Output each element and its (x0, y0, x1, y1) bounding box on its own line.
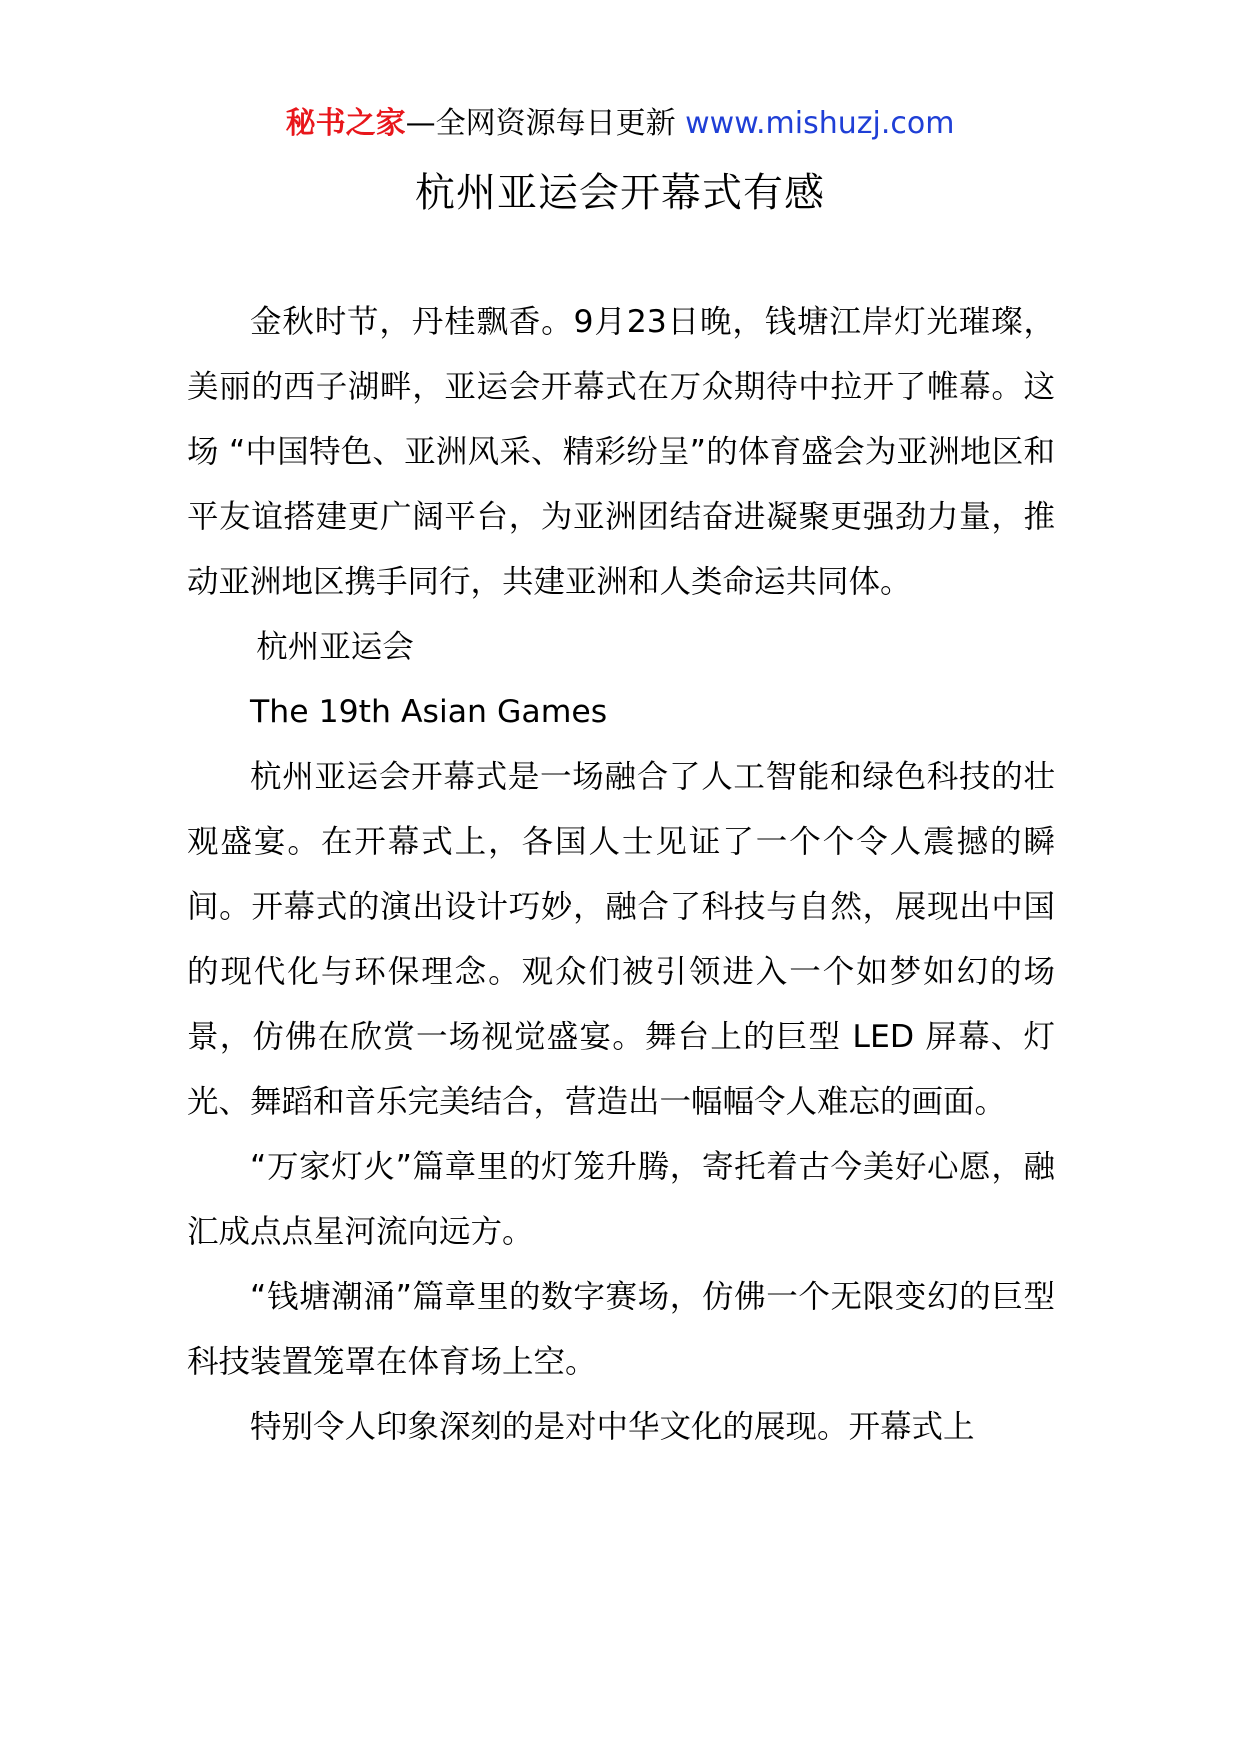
paragraph-ceremony: 杭州亚运会开幕式是一场融合了人工智能和绿色科技的壮观盛宴。在开幕式上，各国人士见证了一个个令人震撼的瞬间。开幕式的演出设计巧妙，融合了科技与自然，展现出中国的现代化与环保理念。观众们被引领进入一个如梦如幻的场景，仿佛在欣赏一场视觉盛宴。舞台上的巨型 LED 屏幕、灯光、舞蹈和音乐完美结合，营造出一幅幅令人难忘的画面。 (187, 759, 1055, 1120)
brand-name: 秘书之家 (285, 106, 406, 141)
site-url-link[interactable]: www.mishuzj.com (685, 106, 955, 141)
header-tagline: —全网资源每日更新 (405, 106, 676, 141)
caption-chinese: 杭州亚运会 (256, 629, 414, 665)
document-title: 杭州亚运会开幕式有感 (415, 170, 825, 216)
paragraph-culture: 特别令人印象深刻的是对中华文化的展现。开幕式上 (250, 1409, 975, 1445)
paragraph-intro: 金秋时节，丹桂飘香。9月23日晚，钱塘江岸灯光璀璨，美丽的西子湖畔，亚运会开幕式在万众期待中拉开了帷幕。这场 “中国特色、亚洲风采、精彩纷呈”的体育盛会为亚洲地区和平友谊搭建更广阔平台，为亚洲团结奋进凝聚更强劲力量，推动亚洲地区携手同行，共建亚洲和人类命运共同体。 (187, 304, 1055, 600)
paragraph-lanterns: “万家灯火”篇章里的灯笼升腾，寄托着古今美好心愿，融汇成点点星河流向远方。 (187, 1149, 1055, 1250)
caption-english: The 19th Asian Games (250, 694, 608, 730)
paragraph-qiantang: “钱塘潮涌”篇章里的数字赛场，仿佛一个无限变幻的巨型科技装置笼罩在体育场上空。 (187, 1279, 1055, 1380)
site-header (0, 104, 1240, 144)
document-body (187, 290, 1055, 1460)
